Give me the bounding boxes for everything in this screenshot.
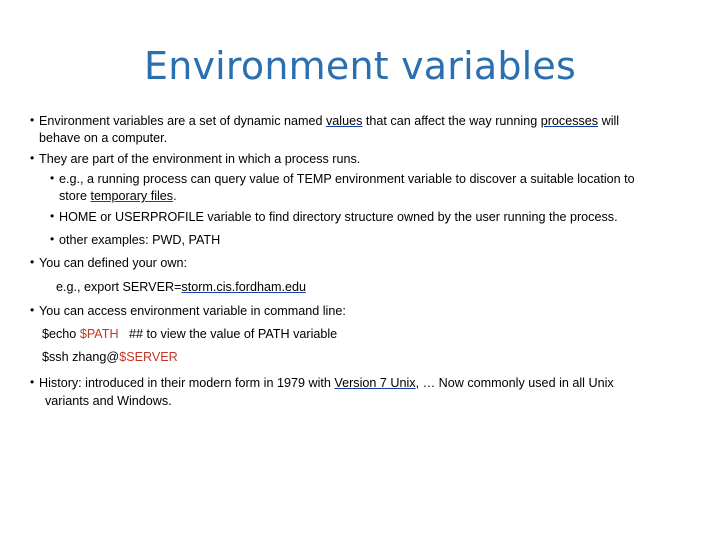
path-variable: $PATH	[79, 327, 119, 341]
bullet-6-marker: •	[30, 255, 35, 269]
bullet-8-text	[39, 375, 614, 391]
processes-link[interactable]: processes	[540, 114, 599, 128]
bullet-2-marker: •	[30, 151, 35, 165]
bullet-3-marker: •	[50, 171, 55, 185]
slide-title: Environment variables	[143, 44, 576, 88]
server-variable: $SERVER	[119, 350, 178, 364]
bullet-4-text: HOME or USERPROFILE variable to find directory structure owned by the user running the process.	[59, 210, 618, 224]
export-example	[56, 279, 306, 295]
echo-command	[42, 326, 337, 342]
echo-command-pre: $echo	[42, 327, 80, 341]
temporary-files-link[interactable]: temporary files	[90, 189, 174, 203]
bullet-8-post: , … Now commonly used in all Unix	[415, 376, 614, 390]
bullet-4-marker: •	[50, 209, 55, 223]
ssh-command-pre: $ssh zhang@	[42, 350, 120, 364]
bullet-1-mid: that can affect the way running	[362, 114, 541, 128]
ssh-command	[42, 349, 178, 365]
values-link[interactable]: values	[326, 114, 363, 128]
bullet-6-text: You can defined your own:	[39, 256, 187, 270]
bullet-2-text: They are part of the environment in which a process runs.	[39, 152, 361, 166]
bullet-3-continuation	[59, 188, 177, 204]
bullet-1-text	[39, 113, 619, 129]
version-7-unix-link[interactable]: Version 7 Unix	[334, 376, 416, 390]
server-hostname-link[interactable]: storm.cis.fordham.edu	[181, 280, 307, 294]
bullet-1-post: will	[598, 114, 620, 128]
bullet-3-cont-post: .	[173, 189, 177, 203]
bullet-7-marker: •	[30, 303, 35, 317]
bullet-5-marker: •	[50, 232, 55, 246]
bullet-1-pre: Environment variables are a set of dynamic named	[39, 114, 326, 128]
bullet-8-continuation: variants and Windows.	[45, 394, 172, 408]
bullet-3-text: e.g., a running process can query value of TEMP environment variable to discover a suitable location to	[59, 172, 635, 186]
bullet-7-text: You can access environment variable in command line:	[39, 304, 346, 318]
bullet-1-marker: •	[30, 113, 35, 127]
export-example-pre: e.g., export SERVER=	[56, 280, 182, 294]
bullet-1-continuation: behave on a computer.	[39, 131, 168, 145]
echo-command-comment: ## to view the value of PATH variable	[118, 327, 338, 341]
bullet-8-pre: History: introduced in their modern form in 1979 with	[39, 376, 335, 390]
bullet-3-cont-pre: store	[59, 189, 91, 203]
bullet-8-marker: •	[30, 375, 35, 389]
bullet-5-text: other examples: PWD, PATH	[59, 233, 221, 247]
